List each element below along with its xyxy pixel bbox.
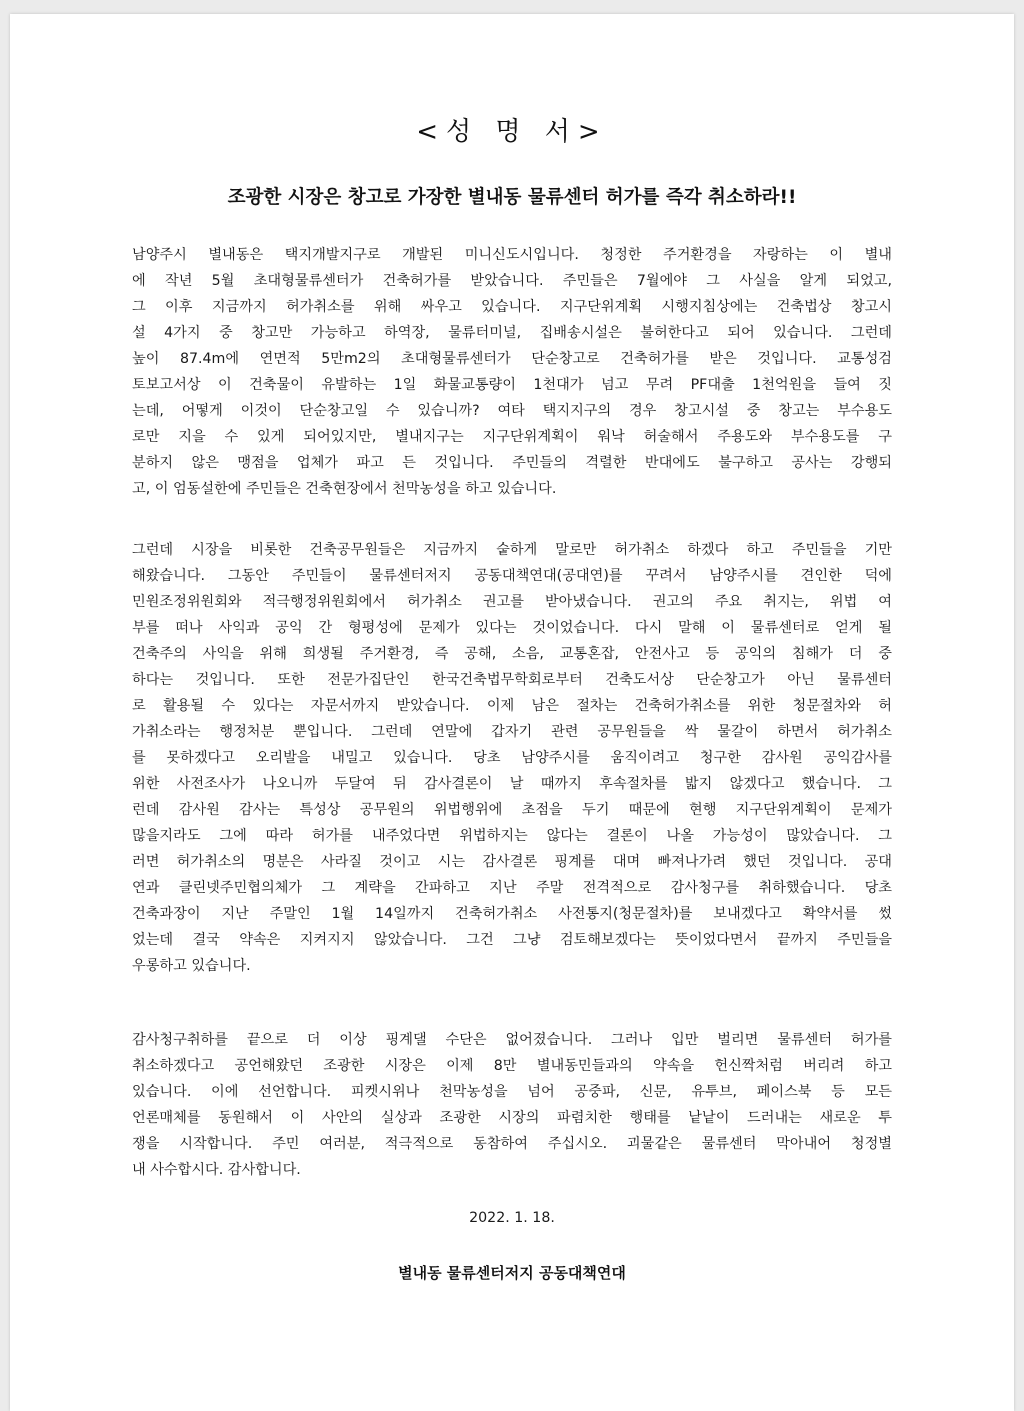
paragraph-2	[132, 537, 892, 979]
document-date: 2022. 1. 18.	[469, 1210, 555, 1226]
paragraph-line: 를 못하겠다고 오리발을 내밀고 있습니다. 당초 남양주시를 움직이려고 청구한 감사원 공익감사를	[132, 750, 892, 766]
paragraph-line: 는데, 어떻게 이것이 단순창고일 수 있습니까? 여타 택지지구의 경우 창고시설 중 창고는 부수용도	[132, 403, 892, 419]
paragraph-line: 부를 떠나 사익과 공익 간 형평성에 문제가 있다는 것이었습니다. 다시 말해 이 물류센터로 얻게 될	[132, 620, 892, 636]
document-title: <성 명 서>	[416, 117, 608, 147]
paragraph-line: 많을지라도 그에 따라 허가를 내주었다면 위법하지는 않다는 결론이 나올 가능성이 많았습니다. 그	[132, 828, 892, 844]
paragraph-line: 로 활용될 수 있다는 자문서까지 받았습니다. 이제 남은 절차는 건축허가취소를 위한 청문절차와 허	[132, 698, 892, 714]
paragraph-line: 민원조정위원회와 적극행정위원회에서 허가취소 권고를 받아냈습니다. 권고의 주요 취지는, 위법 여	[132, 594, 892, 610]
document-signature: 별내동 물류센터저지 공동대책연대	[398, 1264, 626, 1282]
paragraph-line: 고, 이 엄동설한에 주민들은 건축현장에서 천막농성을 하고 있습니다.	[132, 481, 557, 497]
paragraph-line: 위한 사전조사가 나오니까 두달여 뒤 감사결론이 날 때까지 후속절차를 밟지 않겠다고 했습니다. 그	[132, 776, 892, 792]
paragraph-line: 있습니다. 이에 선언합니다. 피켓시위나 천막농성을 넘어 공중파, 신문, 유투브, 페이스북 등 모든	[132, 1084, 892, 1100]
paragraph-line: 그 이후 지금까지 허가취소를 위해 싸우고 있습니다. 지구단위계획 시행지침상에는 건축법상 창고시	[132, 299, 892, 315]
paragraph-3	[132, 1027, 892, 1183]
paragraph-line: 었는데 결국 약속은 지켜지지 않았습니다. 그건 그냥 검토해보겠다는 뜻이었다면서 끝까지 주민들을	[132, 932, 892, 948]
paragraph-line: 높이 87.4m에 연면적 5만m2의 초대형물류센터가 단순창고로 건축허가를 받은 것입니다. 교통성검	[132, 351, 892, 367]
paragraph-line: 해왔습니다. 그동안 주민들이 물류센터저지 공동대책연대(공대연)를 꾸려서 남양주시를 견인한 덕에	[132, 568, 892, 584]
paragraph-line: 언론매체를 동원해서 이 사안의 실상과 조광한 시장의 파렴치한 행태를 낱낱이 드러내는 새로운 투	[132, 1110, 892, 1126]
paragraph-line: 런데 감사원 감사는 특성상 공무원의 위법행위에 초점을 두기 때문에 현행 지구단위계획이 문제가	[132, 802, 892, 818]
paragraph-line: 토보고서상 이 건축물이 유발하는 1일 화물교통량이 1천대가 넘고 무려 PF대출 1천억원을 들여 짓	[132, 377, 892, 393]
paragraph-line: 감사청구취하를 끝으로 더 이상 핑계댈 수단은 없어졌습니다. 그러나 입만 벌리면 물류센터 허가를	[132, 1032, 892, 1048]
paragraph-line: 분하지 않은 맹점을 업체가 파고 든 것입니다. 주민들의 격렬한 반대에도 불구하고 공사는 강행되	[132, 455, 892, 471]
paragraph-1	[132, 242, 892, 502]
paragraph-line: 우롱하고 있습니다.	[132, 958, 251, 974]
paragraph-line: 로만 지을 수 있게 되어있지만, 별내지구는 지구단위계획이 워낙 허술해서 주용도와 부수용도를 구	[132, 429, 892, 445]
paragraph-line: 에 작년 5월 초대형물류센터가 건축허가를 받았습니다. 주민들은 7월에야 그 사실을 알게 되었고,	[132, 273, 892, 289]
paragraph-line: 쟁을 시작합니다. 주민 여러분, 적극적으로 동참하여 주십시오. 괴물같은 물류센터 막아내어 청정별	[132, 1136, 892, 1152]
paragraph-line: 건축과장이 지난 주말인 1월 14일까지 건축허가취소 사전통지(청문절차)를 보내겠다고 확약서를 썼	[132, 906, 892, 922]
paragraph-line: 내 사수합시다. 감사합니다.	[132, 1162, 301, 1178]
paragraph-line: 가취소라는 행정처분 뿐입니다. 그런데 연말에 갑자기 관련 공무원들을 싹 물갈이 하면서 허가취소	[132, 724, 892, 740]
document-page	[10, 14, 1014, 1411]
paragraph-line: 연과 클린넷주민협의체가 그 계략을 간파하고 지난 주말 전격적으로 감사청구를 취하했습니다. 당초	[132, 880, 892, 896]
paragraph-line: 하다는 것입니다. 또한 전문가집단인 한국건축법무학회로부터 건축도서상 단순창고가 아닌 물류센터	[132, 672, 892, 688]
paragraph-line: 취소하겠다고 공언해왔던 조광한 시장은 이제 8만 별내동민들과의 약속을 헌신짝처럼 버리려 하고	[132, 1058, 892, 1074]
document-subtitle: 조광한 시장은 창고로 가장한 별내동 물류센터 허가를 즉각 취소하라!!	[227, 187, 797, 208]
paragraph-line: 그런데 시장을 비롯한 건축공무원들은 지금까지 숱하게 말로만 허가취소 하겠다 하고 주민들을 기만	[132, 542, 892, 558]
paragraph-line: 남양주시 별내동은 택지개발지구로 개발된 미니신도시입니다. 청정한 주거환경을 자랑하는 이 별내	[132, 247, 892, 263]
paragraph-line: 설 4가지 중 창고만 가능하고 하역장, 물류터미널, 집배송시설은 불허한다고 되어 있습니다. 그런데	[132, 325, 892, 341]
paragraph-line: 러면 허가취소의 명분은 사라질 것이고 시는 감사결론 핑계를 대며 빠져나가려 했던 것입니다. 공대	[132, 854, 892, 870]
paragraph-line: 건축주의 사익을 위해 희생될 주거환경, 즉 공해, 소음, 교통혼잡, 안전사고 등 공익의 침해가 더 중	[132, 646, 892, 662]
